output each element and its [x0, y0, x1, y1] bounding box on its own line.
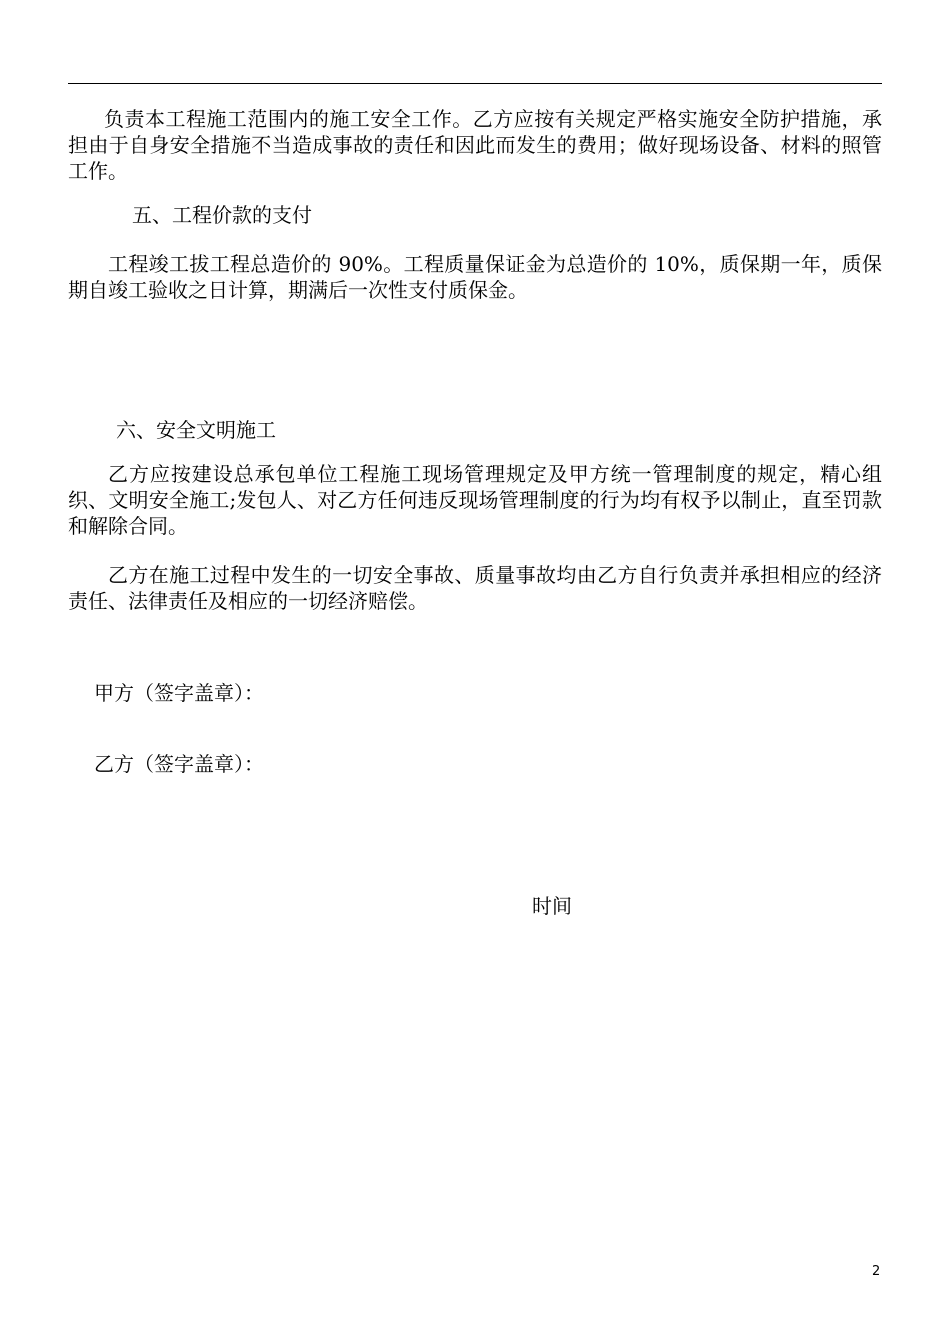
heading-section-6: 六、安全文明施工 — [116, 418, 276, 442]
signature-party-b: 乙方（签字盖章）： — [94, 752, 264, 776]
paragraph-safety-duty: 负责本工程施工范围内的施工安全工作。乙方应按有关规定严格实施安全防护措施，承担由于自身安全措施不当造成事故的责任和因此而发生的费用；做好现场设备、材料的照管工作。 — [68, 107, 882, 183]
paragraph-liability: 乙方在施工过程中发生的一切安全事故、质量事故均由乙方自行负责并承担相应的经济责任、法律责任及相应的一切经济赔偿。 — [68, 563, 882, 613]
paragraph-payment: 工程竣工拔工程总造价的 90%。工程质量保证金为总造价的 10%，质保期一年，质保期自竣工验收之日计算，期满后一次性支付质保金。 — [68, 252, 882, 302]
heading-section-5: 五、工程价款的支付 — [132, 203, 312, 227]
time-label: 时间 — [532, 894, 572, 918]
paragraph-civilized-construction: 乙方应按建设总承包单位工程施工现场管理规定及甲方统一管理制度的规定，精心组织、文明安全施工;发包人、对乙方任何违反现场管理制度的行为均有权予以制止，直至罚款和解除合同。 — [68, 462, 882, 538]
header-rule — [68, 83, 882, 84]
page-number: 2 — [872, 1264, 881, 1279]
signature-party-a: 甲方（签字盖章）： — [94, 681, 264, 705]
